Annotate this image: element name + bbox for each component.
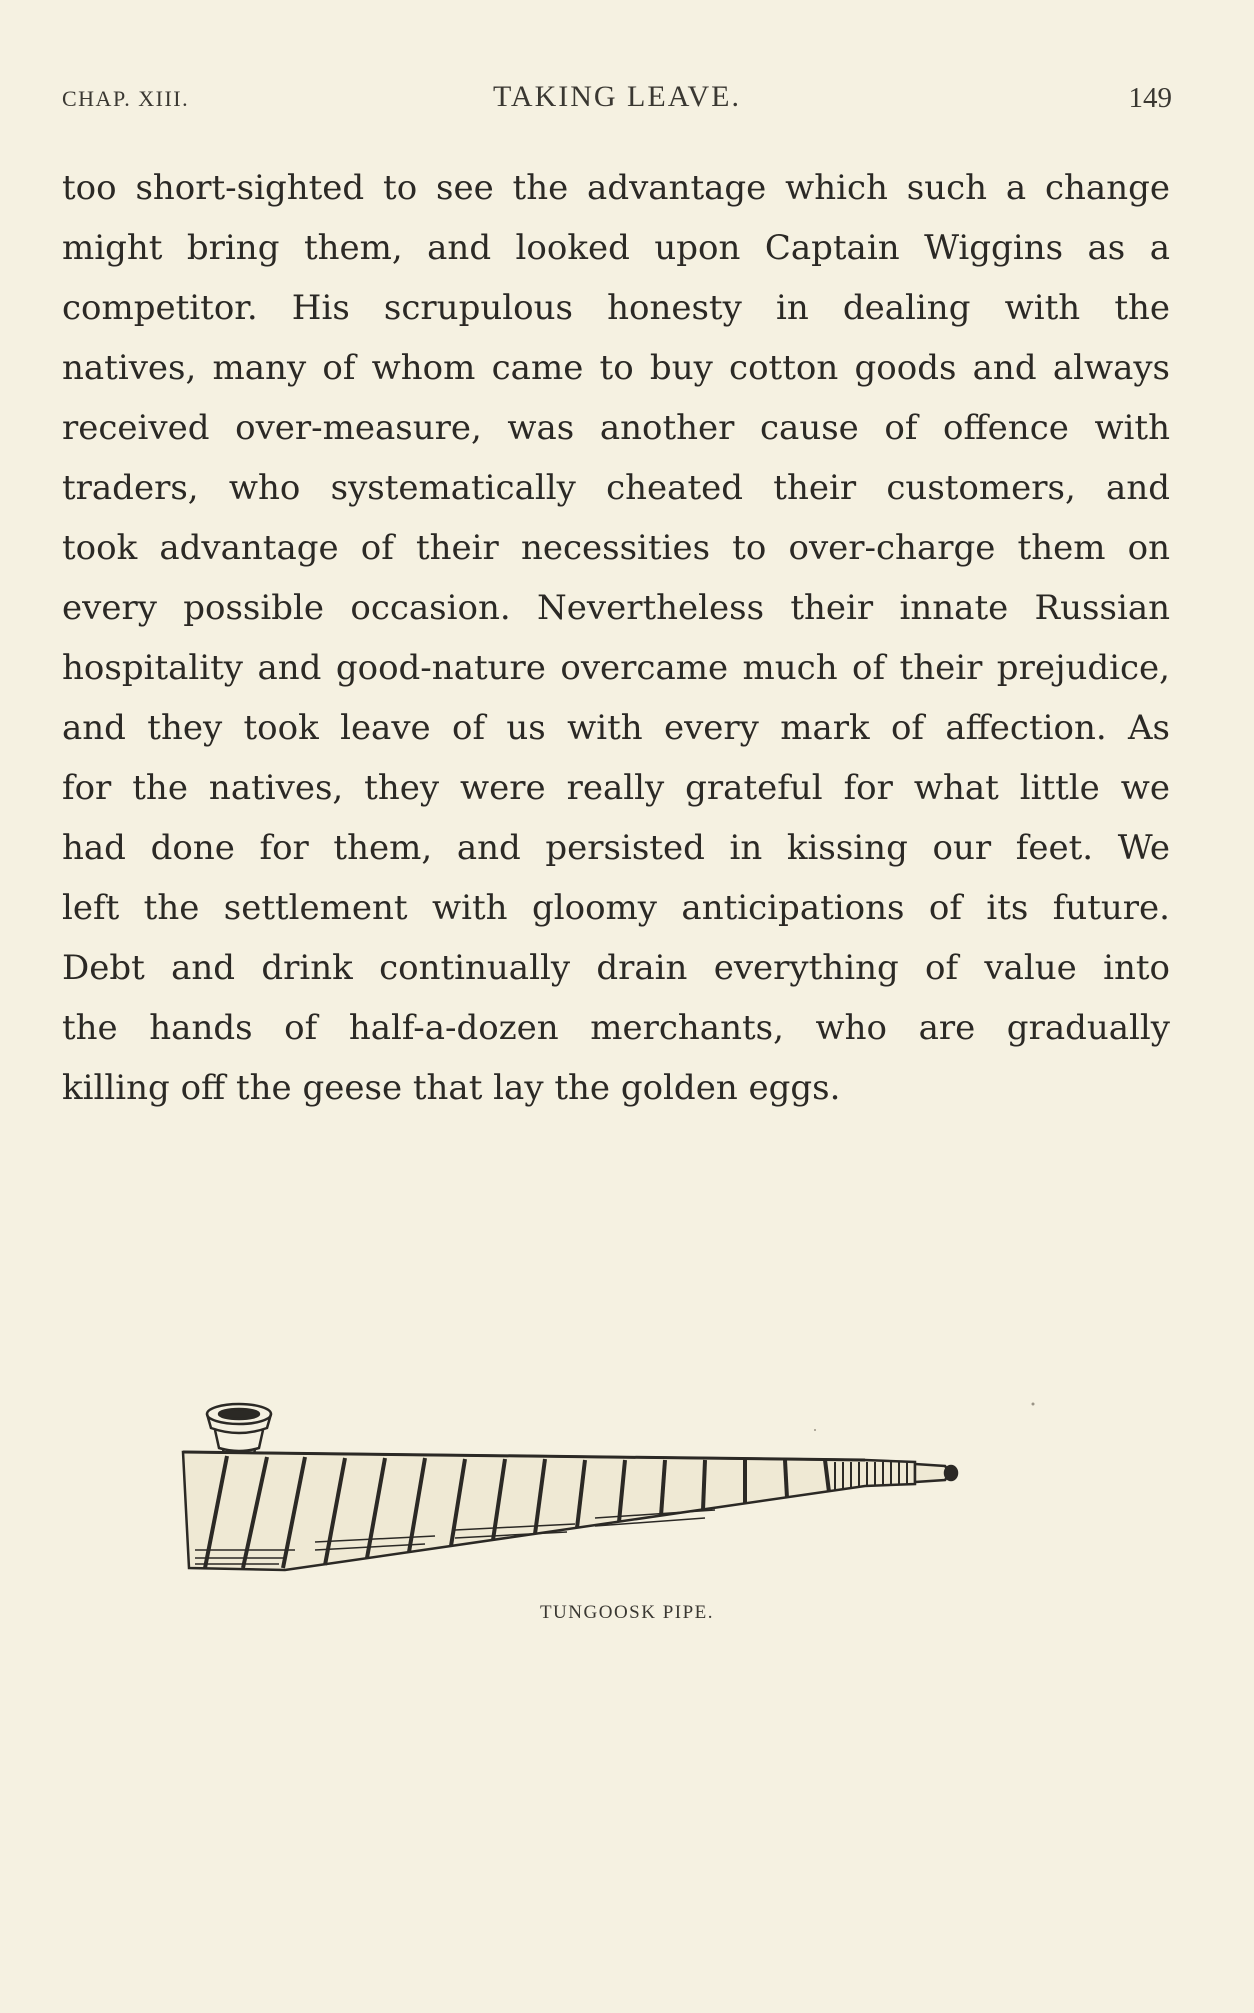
text-line: and they took leave of us with every mark of affection. As <box>62 708 1170 748</box>
print-speck <box>814 1403 1035 1432</box>
pipe-stem <box>183 1452 957 1570</box>
pipe-illustration <box>175 1400 1055 1580</box>
text-line: Debt and drink continually drain everything of value into <box>62 948 1170 988</box>
text-line: too short-sighted to see the advantage which such a change <box>62 168 1170 208</box>
text-line: competitor. His scrupulous honesty in dealing with the <box>62 288 1170 328</box>
text-line: left the settlement with gloomy anticipations of its future. <box>62 888 1170 928</box>
text-line: hospitality and good-nature overcame much of their prejudice, <box>62 648 1170 688</box>
running-head <box>62 80 1172 120</box>
page-number: 149 <box>1128 82 1172 114</box>
body-paragraph <box>62 158 1170 1118</box>
text-line: traders, who systematically cheated their customers, and <box>62 468 1170 508</box>
text-line: took advantage of their necessities to over-charge them on <box>62 528 1170 568</box>
text-line: had done for them, and persisted in kissing our feet. We <box>62 828 1170 868</box>
figure-caption: TUNGOOSK PIPE. <box>539 1602 715 1623</box>
chapter-label: CHAP. XIII. <box>62 86 190 111</box>
text-line: for the natives, they were really grateful for what little we <box>62 768 1170 808</box>
text-line: natives, many of whom came to buy cotton goods and always <box>62 348 1170 388</box>
text-line: killing off the geese that lay the golden eggs. <box>62 1068 841 1108</box>
text-line: the hands of half-a-dozen merchants, who are gradually <box>62 1008 1170 1048</box>
text-line: might bring them, and looked upon Captain Wiggins as a <box>62 228 1170 268</box>
page-title: TAKING LEAVE. <box>492 80 741 113</box>
text-line: every possible occasion. Nevertheless their innate Russian <box>62 588 1170 628</box>
text-line: received over-measure, was another cause of offence with <box>62 408 1170 448</box>
